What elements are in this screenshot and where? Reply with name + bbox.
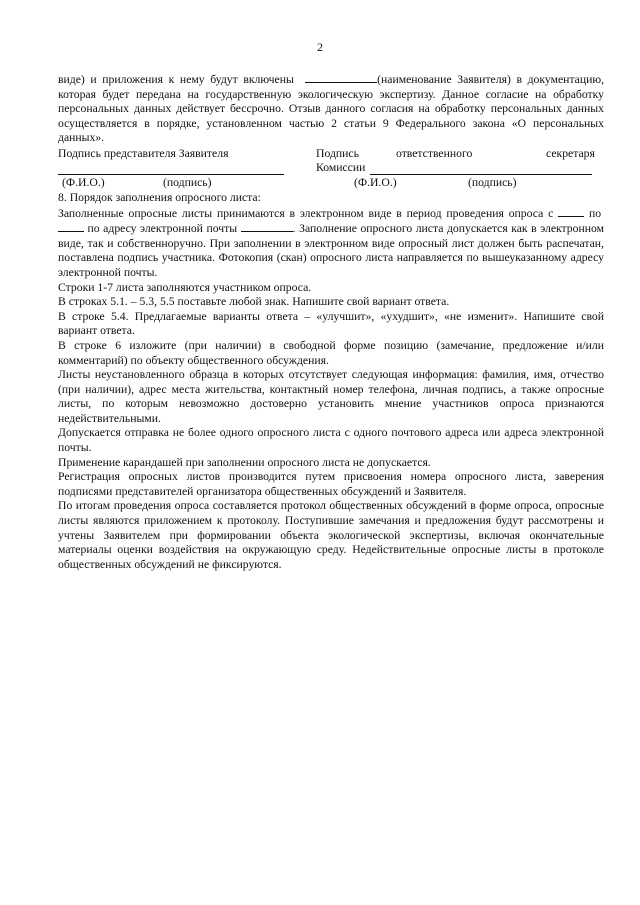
sign-caption-left: (подпись): [163, 175, 212, 189]
consent-paragraph: [58, 72, 604, 146]
commission-label: Комиссии: [316, 160, 366, 174]
consent-text-start: виде) и приложения к нему будут включены: [58, 73, 294, 86]
secretary-signature-label-3: секретаря: [546, 146, 595, 160]
secretary-signature-line: [370, 174, 592, 175]
secretary-signature-label-1: Подпись: [316, 146, 359, 160]
paragraph-submission: Заполненные опросные листы принимаются в электронном виде в период проведения опроса с по по адресу электронной почты . Заполнение опросного листа допускается как в электронном виде, так и собственноручно. При заполнении в электронном виде опросный лист должен быть распечатан, поставлена подпись участника. Фотокопия (скан) опросного листа направляется по вышеуказанному адресу электронной почты.: [58, 206, 605, 279]
signature-row: [58, 146, 604, 176]
paragraph-lines-1-7: Строки 1-7 листа заполняются участником опроса.: [58, 280, 312, 294]
applicant-name-blank: [305, 72, 377, 83]
sign-caption-right: (подпись): [468, 175, 517, 189]
applicant-signature-line: [58, 174, 284, 175]
paragraph-line-6: В строке 6 изложите (при наличии) в свободной форме позицию (замечание, предложение и/или комментарий) по объекту общественного обсуждения.: [58, 338, 604, 367]
date-to-blank: [58, 221, 84, 232]
paragraph-line-5-4: В строке 5.4. Предлагаемые варианты ответа – «улучшит», «ухудшит», «не изменит». Напишите свой вариант ответа.: [58, 309, 604, 338]
document-body: [58, 72, 604, 572]
fio-caption-right: (Ф.И.О.): [354, 175, 397, 189]
fio-caption-left: (Ф.И.О.): [62, 175, 105, 189]
section-heading: 8. Порядок заполнения опросного листа:: [58, 190, 261, 204]
paragraph-registration: Регистрация опросных листов производится путем присвоения номера опросного листа, заверения подписями представителей организатора общественных обсуждений и Заявителя.: [58, 470, 604, 498]
consent-text-rest: (наименование Заявителя) в документацию, которая будет передана на государственную экологическую экспертизу. Данное согласие на обработку персональных данных действует бессрочно. Отзыв данного согласия на обработку персональных данных осуществляется в порядке, установленном частью 2 статьи 9 Федерального закона «О персональных данных».: [58, 73, 605, 145]
applicant-signature-label: Подпись представителя Заявителя: [58, 146, 229, 160]
paragraph-lines-5-1: В строках 5.1. – 5.3, 5.5 поставьте любой знак. Напишите свой вариант ответа.: [58, 295, 450, 309]
signature-captions: [58, 176, 604, 191]
page-number: 2: [317, 40, 323, 54]
paragraph-invalid-sheets: Листы неустановленного образца в которых отсутствует следующая информация: фамилия, имя, отчество (при наличии), адрес места жительства, контактный номер телефона, личная подпись, а также опросные листы, по которым невозможно достоверно установить мнение участников опроса признаются недействительными.: [58, 368, 604, 425]
paragraph-protocol: По итогам проведения опроса составляется протокол общественных обсуждений в форме опроса, опросные листы являются приложением к протоколу. Поступившие замечания и предложения будут рассмотрены и учтены Заявителем при формировании объекта экологической экспертизы, включая окончательные материалы оценки воздействия на окружающую среду. Недействительные опросные листы в протоколе общественных обсуждений не фиксируются.: [58, 499, 604, 571]
email-blank: [241, 221, 293, 232]
paragraph-one-per-address: Допускается отправка не более одного опросного листа с одного почтового адреса или адреса электронной почты.: [58, 426, 604, 455]
secretary-signature-label-2: ответственного: [396, 146, 473, 160]
paragraph-no-pencils: Применение карандашей при заполнении опросного листа не допускается.: [58, 455, 431, 469]
date-from-blank: [558, 206, 584, 217]
